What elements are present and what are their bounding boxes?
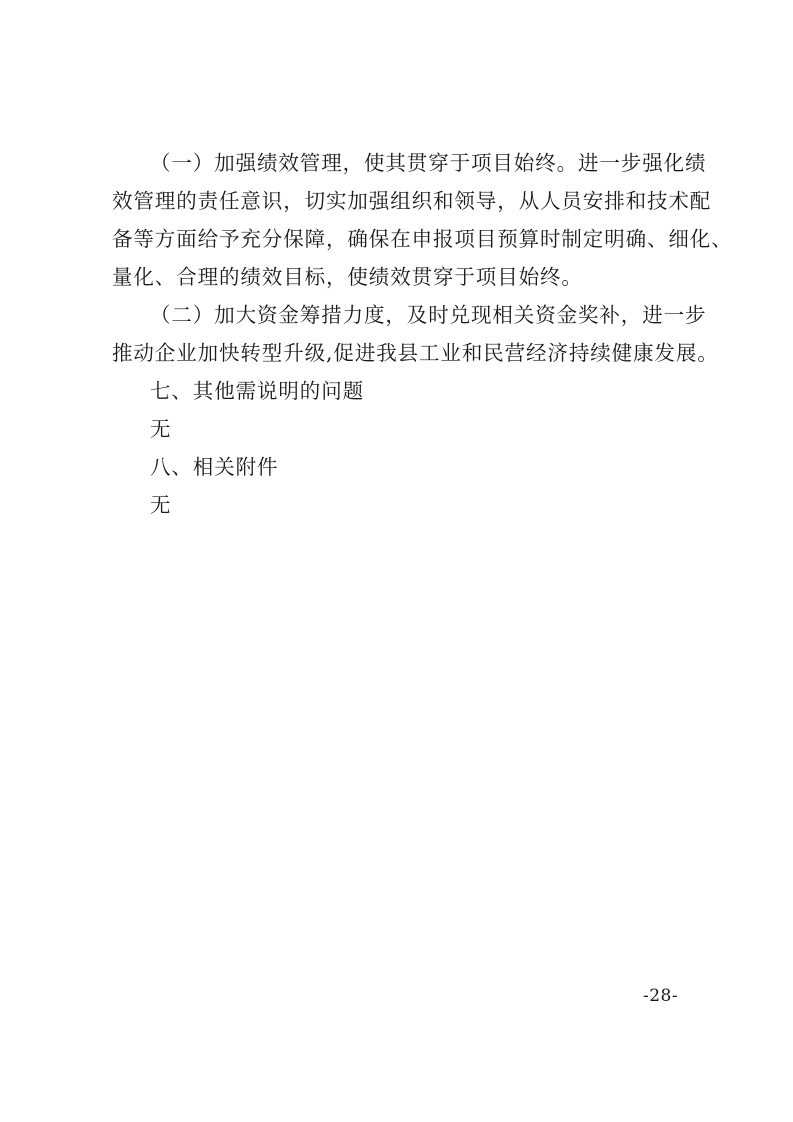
paragraph-line: （一）加强绩效管理，使其贯穿于项目始终。进一步强化绩	[150, 151, 707, 175]
section-body-attachments: 无	[150, 493, 172, 517]
paragraph-line: 推动企业加快转型升级,促进我县工业和民营经济持续健康发展。	[112, 341, 719, 365]
section-body-other-issues: 无	[150, 417, 172, 441]
page-number: -28-	[643, 986, 679, 1006]
paragraph-line: 量化、合理的绩效目标，使绩效贯穿于项目始终。	[112, 265, 583, 289]
section-heading-other-issues: 七、其他需说明的问题	[150, 379, 364, 403]
paragraph-line: 备等方面给予充分保障，确保在申报项目预算时制定明确、细化、	[112, 227, 733, 251]
section-heading-attachments: 八、相关附件	[150, 455, 279, 479]
paragraph-line: （二）加大资金筹措力度，及时兑现相关资金奖补，进一步	[150, 303, 707, 327]
paragraph-line: 效管理的责任意识，切实加强组织和领导，从人员安排和技术配	[112, 189, 712, 213]
